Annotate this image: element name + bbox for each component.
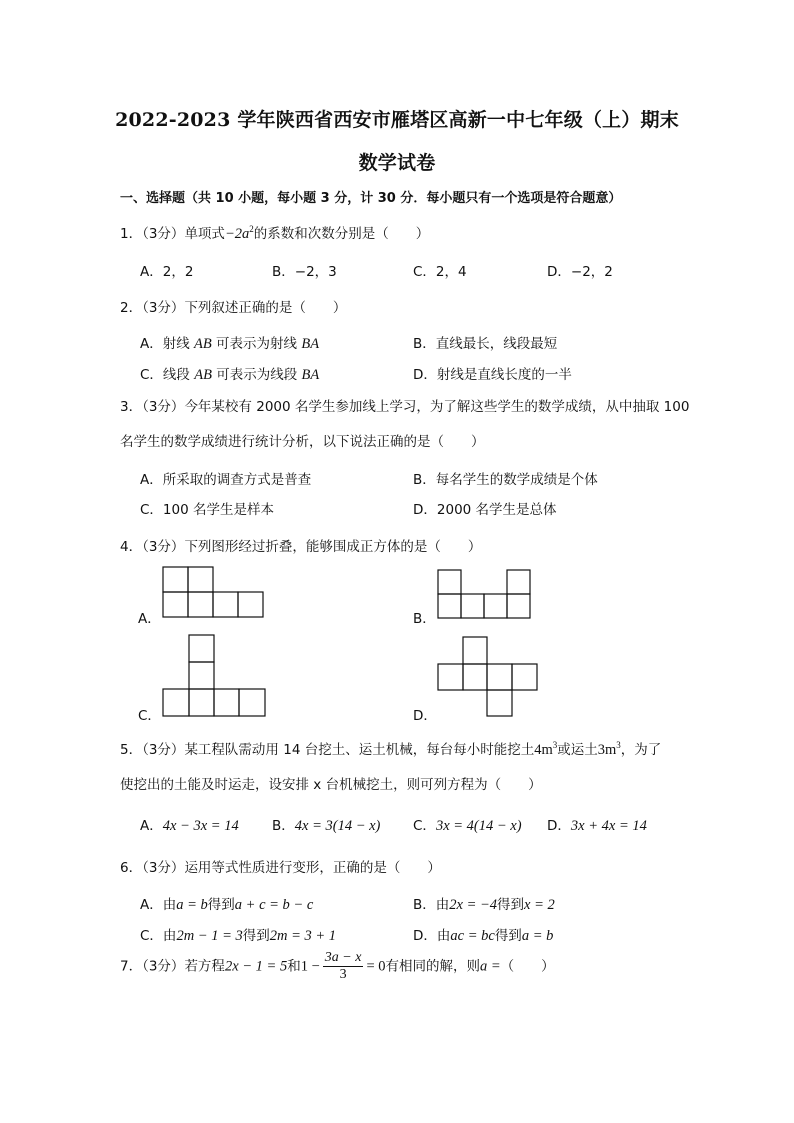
option-text: 得到 xyxy=(207,897,235,913)
option-text: 得到 xyxy=(494,928,522,944)
q2-option-a[interactable] xyxy=(140,332,319,353)
q4-net-a-figure xyxy=(162,566,266,620)
option-equation: 3x + 4x = 14 xyxy=(570,818,647,834)
fraction-numerator: 3a − x xyxy=(324,950,362,965)
question-number: 6． xyxy=(120,860,143,876)
question-number: 7． xyxy=(120,958,143,975)
page-title: 2022-2023 学年陕西省西安市雁塔区高新一中七年级（上）期末 xyxy=(115,109,679,131)
option-text: A．射线 xyxy=(140,336,195,352)
fraction xyxy=(323,950,364,983)
page-subtitle: 数学试卷 xyxy=(358,152,436,174)
question-text: 若方程 xyxy=(184,958,225,975)
question-score: （3分） xyxy=(142,742,185,758)
q1-option-d[interactable]: D．−2，2 xyxy=(547,264,613,280)
q2-option-b[interactable]: B．直线最长，线段最短 xyxy=(413,336,558,352)
question-score: （3分） xyxy=(142,958,185,975)
q4-option-d-label[interactable]: D． xyxy=(413,708,437,724)
question-text: 运用等式性质进行变形，正确的是（ ） xyxy=(184,860,441,876)
q3-option-a[interactable]: A．所采取的调查方式是普查 xyxy=(140,472,312,488)
question-text: 某工程队需动用 14 台挖土、运土机械，每台每小时能挖土 xyxy=(184,742,535,758)
fraction-denominator: 3 xyxy=(339,967,347,982)
q3-option-d[interactable]: D．2000 名学生是总体 xyxy=(413,502,557,518)
option-equation: a = b xyxy=(176,897,208,913)
question-score: （3分） xyxy=(142,539,185,555)
question-text: 下列图形经过折叠，能够围成正方体的是（ ） xyxy=(184,539,482,555)
q6-option-d[interactable] xyxy=(413,924,553,945)
section-header-choice: 一、选择题（共 10 小题，每小题 3 分，计 30 分．每小题只有一个选项是符合题意） xyxy=(120,191,622,206)
q1-option-c[interactable]: C．2，4 xyxy=(413,264,467,280)
question-text: 有相同的解，则 xyxy=(385,958,480,975)
q1-option-a[interactable]: A．2，2 xyxy=(140,264,194,280)
question-7 xyxy=(120,950,555,983)
q6-option-a[interactable] xyxy=(140,893,313,914)
question-text: （ ） xyxy=(500,958,555,975)
option-equation: 3x = 4(14 − x) xyxy=(435,818,522,834)
answer-variable: a = xyxy=(480,958,501,975)
q5-option-b[interactable] xyxy=(272,814,380,835)
question-3-line-2: 名学生的数学成绩进行统计分析，以下说法正确的是（ ） xyxy=(120,434,485,450)
q4-option-c-label[interactable]: C． xyxy=(138,708,161,724)
question-text-post: 的系数和次数分别是（ ） xyxy=(253,226,430,242)
option-equation: a = b xyxy=(521,928,554,944)
q2-option-d[interactable]: D．射线是直线长度的一半 xyxy=(413,367,572,383)
dig-volume: 4m xyxy=(534,742,553,758)
question-3 xyxy=(120,395,689,415)
question-number: 4． xyxy=(120,539,143,555)
segment-name: BA xyxy=(301,367,320,383)
option-text: C．由 xyxy=(140,928,177,944)
q3-option-b[interactable]: B．每名学生的数学成绩是个体 xyxy=(413,472,598,488)
option-equation: ac = bc xyxy=(450,928,495,944)
q2-option-c[interactable] xyxy=(140,363,319,384)
option-equation: 2m = 3 + 1 xyxy=(269,928,337,944)
option-equation: 4x − 3x = 14 xyxy=(162,818,239,834)
question-5-line-2: 使挖出的土能及时运走，设安排 x 台机械挖土，则可列方程为（ ） xyxy=(120,777,542,793)
question-number: 5． xyxy=(120,742,143,758)
question-text: 今年某校有 2000 名学生参加线上学习，为了解这些学生的数学成绩，从中抽取 100 xyxy=(184,399,690,415)
option-letter: C． xyxy=(413,818,436,834)
question-text: 或运土 xyxy=(557,742,598,758)
option-text: 可表示为射线 xyxy=(211,336,302,352)
q4-net-d-figure xyxy=(437,636,539,718)
question-number: 1． xyxy=(120,226,143,242)
q4-option-a-label[interactable]: A． xyxy=(138,611,161,627)
q5-option-d[interactable] xyxy=(547,814,647,835)
carry-volume-exponent: 3 xyxy=(616,740,621,750)
q5-option-a[interactable] xyxy=(140,814,239,835)
question-number: 2． xyxy=(120,300,143,316)
equation-1: 2x − 1 = 5 xyxy=(224,958,288,975)
option-text: B．由 xyxy=(413,897,450,913)
question-1 xyxy=(120,222,429,243)
monomial-expression: −2a xyxy=(224,226,250,242)
question-text: 单项式 xyxy=(184,226,225,242)
question-number: 3． xyxy=(120,399,143,415)
q4-net-c-figure xyxy=(162,634,268,718)
q4-option-b-label[interactable]: B． xyxy=(413,611,436,627)
option-text: 可表示为线段 xyxy=(211,367,302,383)
q1-option-b[interactable]: B．−2，3 xyxy=(272,264,337,280)
carry-volume: 3m xyxy=(597,742,617,758)
q6-option-c[interactable] xyxy=(140,924,336,945)
question-text: 和 xyxy=(287,958,301,975)
option-letter: D． xyxy=(547,818,571,834)
option-text: 得到 xyxy=(497,897,525,913)
dig-volume-exponent: 3 xyxy=(552,740,558,750)
option-letter: B． xyxy=(272,818,295,834)
option-equation: 2m − 1 = 3 xyxy=(176,928,243,944)
option-text: C．线段 xyxy=(140,367,195,383)
equation-2-lhs: 1 − xyxy=(300,958,320,975)
question-5 xyxy=(120,738,661,759)
question-6 xyxy=(120,856,441,876)
segment-name: AB xyxy=(194,367,212,383)
q4-net-b-figure xyxy=(437,569,532,620)
q5-option-c[interactable] xyxy=(413,814,522,835)
option-equation: x = 2 xyxy=(524,897,555,913)
question-score: （3分） xyxy=(142,226,185,242)
option-letter: A． xyxy=(140,818,163,834)
option-text: D．由 xyxy=(413,928,451,944)
ray-name: BA xyxy=(301,336,320,352)
ray-name: AB xyxy=(194,336,212,352)
option-text: A．由 xyxy=(140,897,177,913)
question-score: （3分） xyxy=(142,860,185,876)
question-score: （3分） xyxy=(142,399,185,415)
question-score: （3分） xyxy=(142,300,185,316)
option-equation: a + c = b − c xyxy=(234,897,314,913)
q6-option-b[interactable] xyxy=(413,893,555,914)
question-2 xyxy=(120,296,346,316)
option-text: 得到 xyxy=(242,928,270,944)
question-text: 下列叙述正确的是（ ） xyxy=(184,300,347,316)
equation-2-rhs: = 0 xyxy=(366,958,386,975)
question-4 xyxy=(120,535,481,555)
q3-option-c[interactable]: C．100 名学生是样本 xyxy=(140,502,274,518)
question-text: ，为了 xyxy=(620,742,662,758)
option-equation: 4x = 3(14 − x) xyxy=(294,818,381,834)
option-equation: 2x = −4 xyxy=(449,897,498,913)
monomial-exponent: 2 xyxy=(249,224,254,234)
